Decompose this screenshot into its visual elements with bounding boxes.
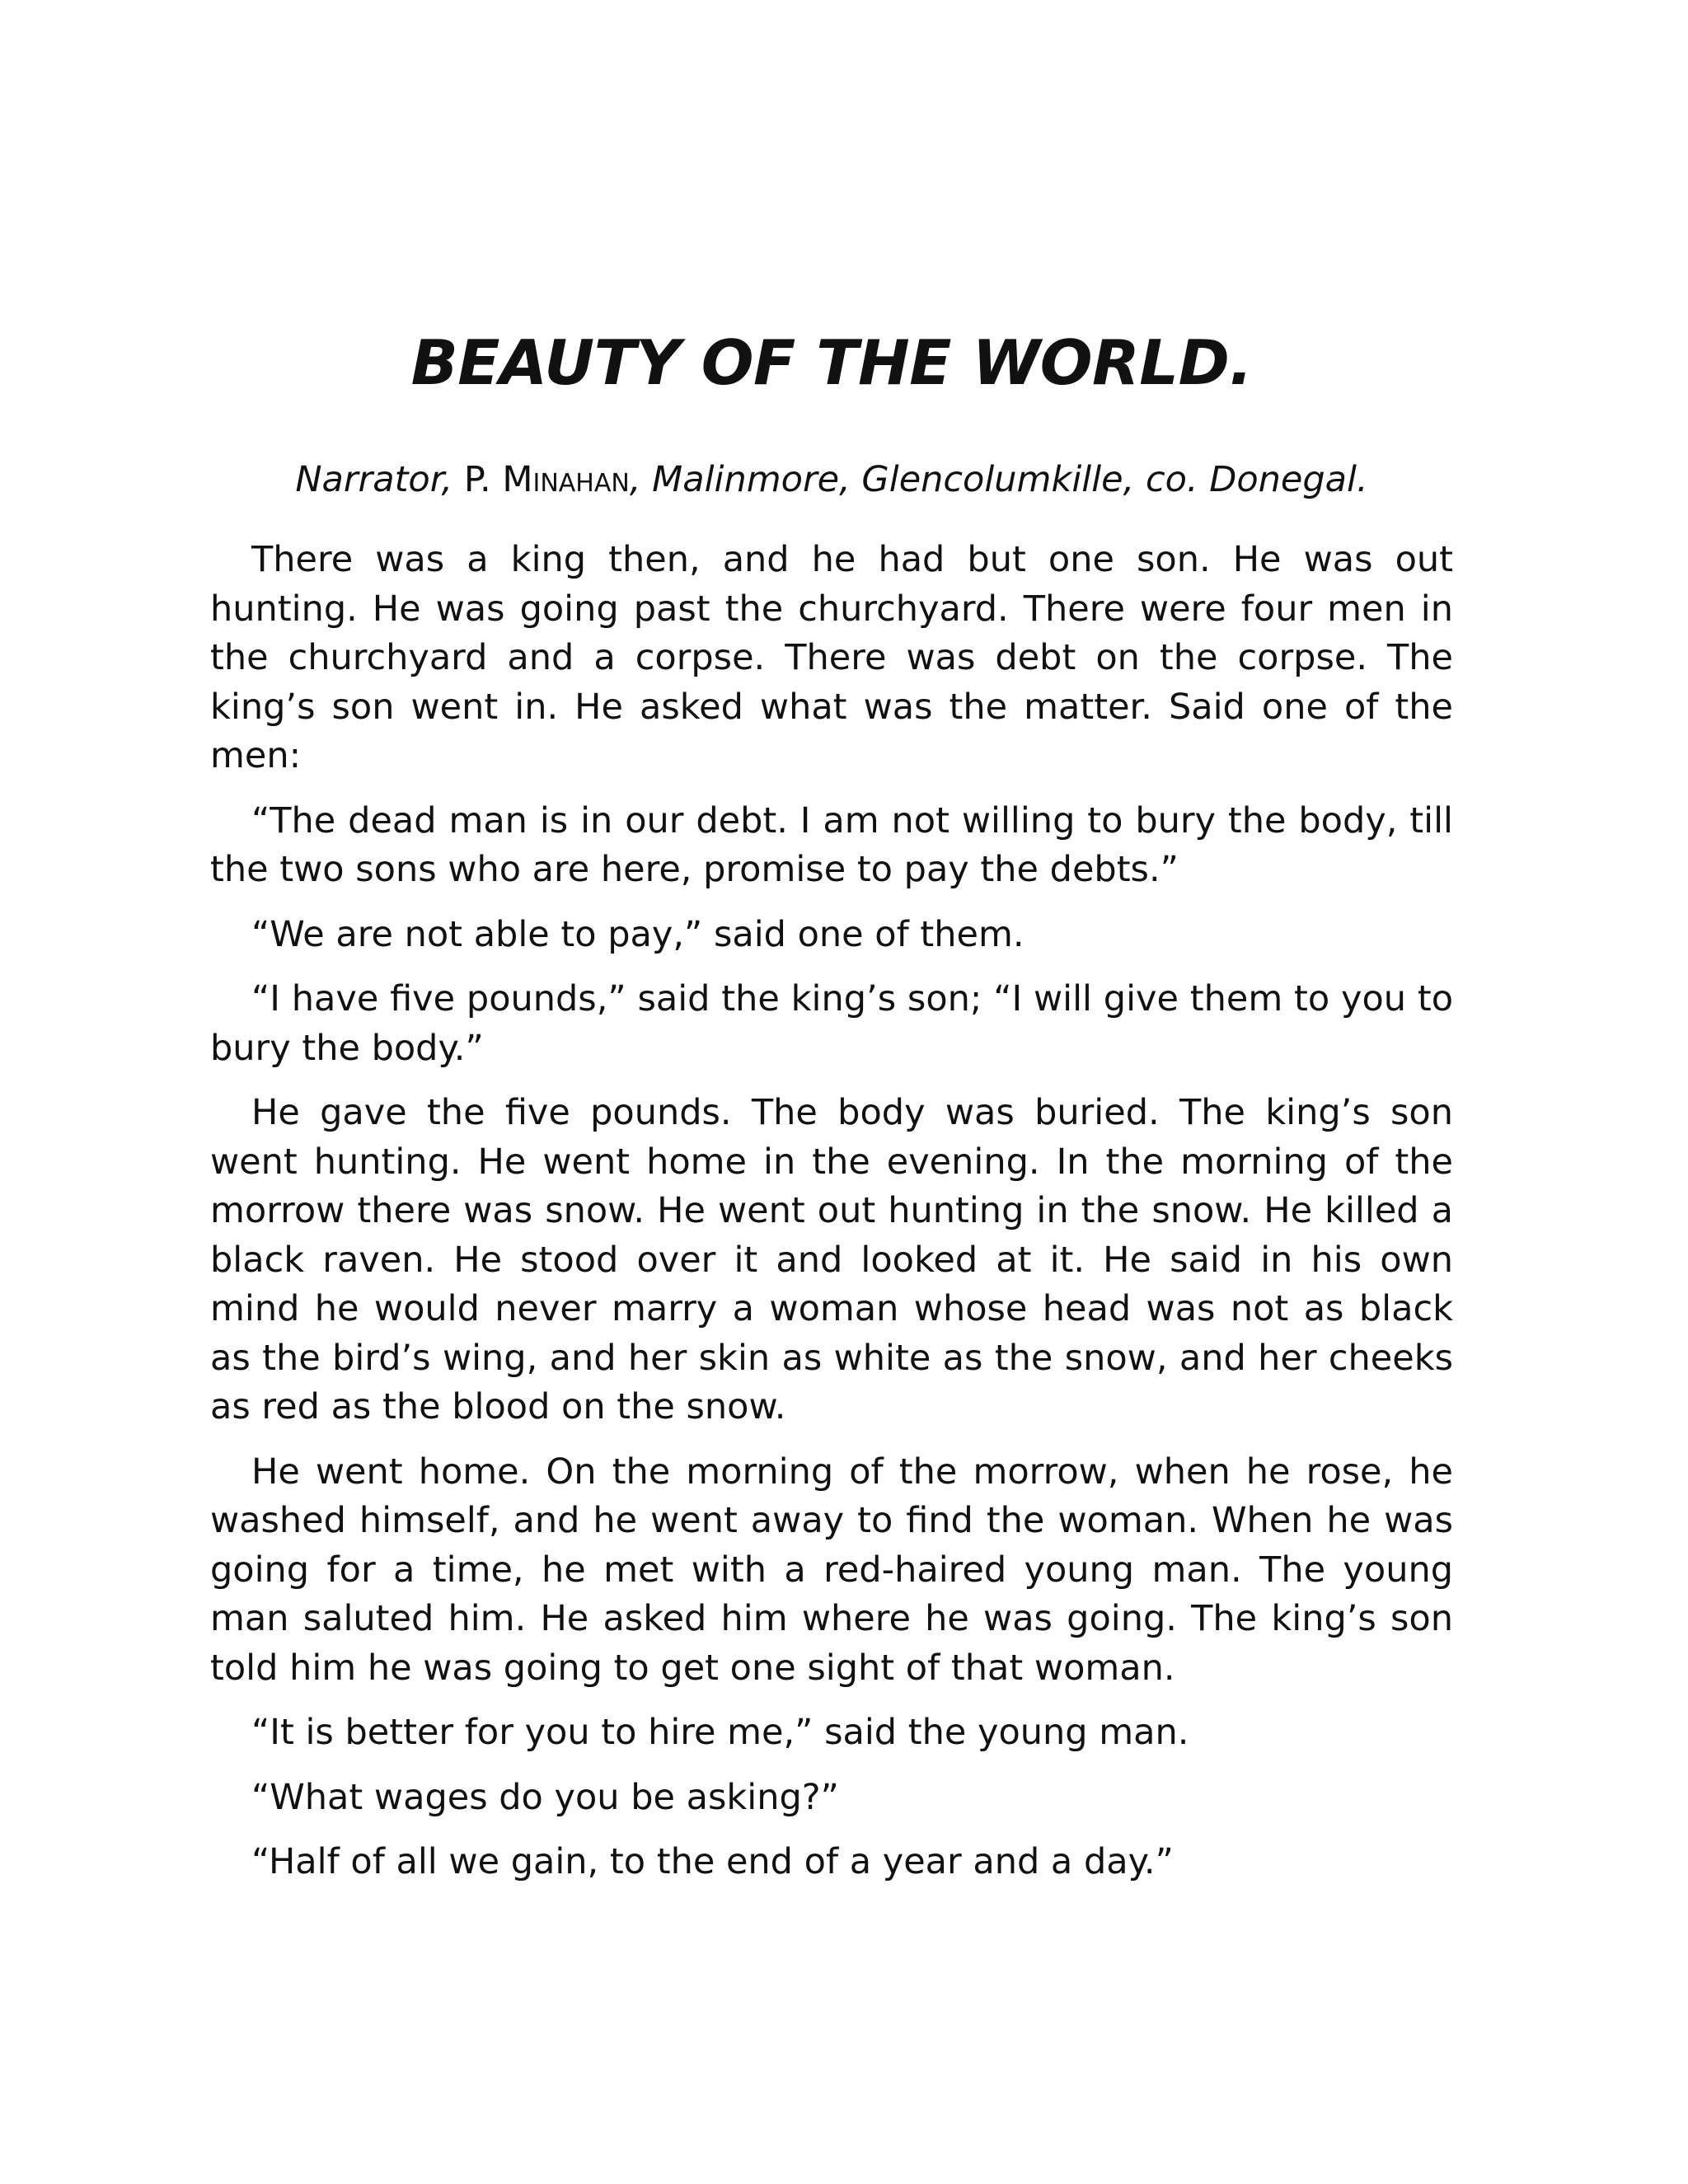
paragraph: There was a king then, and he had but one son. He was out hunting. He was going past the churchyard. There were four men in the churchyard and a corpse. There was debt on the corpse. The king’s son went in. He asked what was the matter. Said one of the men: [210,539,1453,776]
paragraph: He went home. On the morning of the morrow, when he rose, he washed himself, and he went away to find the woman. When he was going for a time, he met with a red-haired young man. The young man saluted him. He asked him where he was going. The king’s son told him he was going to get one sight of that woman. [210,1451,1453,1689]
narrator-line [210,455,1453,504]
document-page [210,321,1453,1903]
paragraph: He gave the five pounds. The body was buried. The king’s son went hunting. He went home in the evening. In the morning of the morrow there was snow. He went out hunting in the snow. He killed a black raven. He stood over it and looked at it. He said in his own mind he would never marry a woman whose head was not as black as the bird’s wing, and her skin as white as the snow, and her cheeks as red as the blood on the snow. [210,1092,1453,1427]
story-body [210,536,1453,1887]
narrator-place: , Malinmore, Glencolumkille, co. Donegal. [629,459,1368,500]
narrator-initial: P. [463,459,491,500]
narrator-surname: Minahan [502,459,630,500]
paragraph: “It is better for you to hire me,” said the young man. [251,1712,1189,1753]
paragraph: “Half of all we gain, to the end of a year and a day.” [251,1841,1174,1882]
narrator-label: Narrator, [295,459,453,500]
story-title: BEAUTY OF THE WORLD. [410,326,1253,399]
paragraph: “The dead man is in our debt. I am not willing to bury the body, till the two sons who are here, promise to pay the debts.” [210,799,1453,890]
paragraph: “I have five pounds,” said the king’s son; “I will give them to you to bury the body.” [210,978,1453,1069]
paragraph: “What wages do you be asking?” [251,1776,839,1818]
paragraph: “We are not able to pay,” said one of them. [251,913,1025,955]
